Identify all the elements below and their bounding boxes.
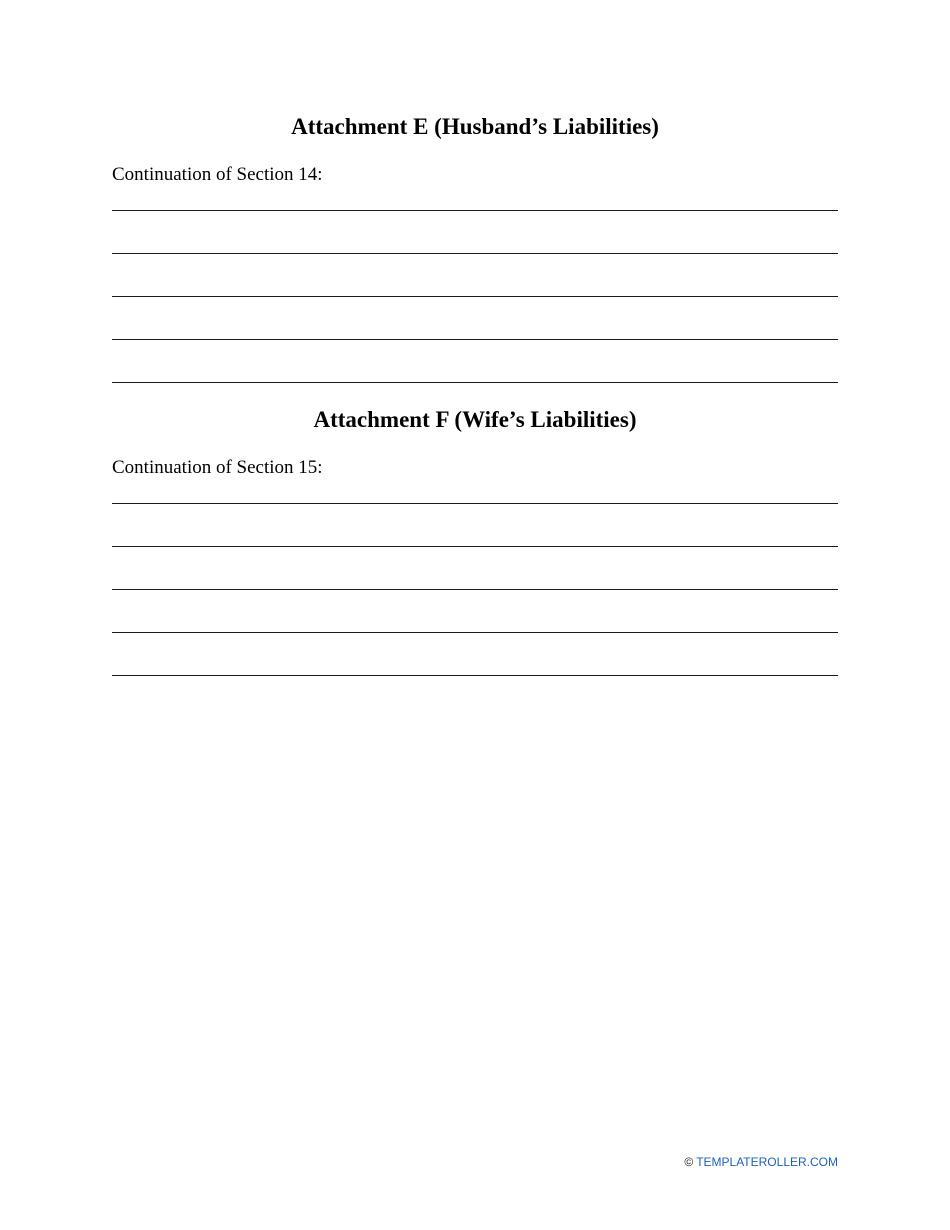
fill-line[interactable] (112, 253, 838, 254)
attachment-e-intro: Continuation of Section 14: (112, 164, 323, 185)
attachment-f-heading: Attachment F (Wife’s Liabilities) (313, 407, 637, 432)
attachment-f-intro: Continuation of Section 15: (112, 457, 323, 478)
attachment-f-section (112, 405, 838, 478)
attachment-e-fill-lines (112, 210, 838, 425)
fill-line[interactable] (112, 675, 838, 676)
copyright-icon: © (684, 1155, 694, 1169)
fill-line[interactable] (112, 339, 838, 340)
footer-credit (684, 1155, 838, 1169)
fill-line[interactable] (112, 503, 838, 504)
fill-line[interactable] (112, 632, 838, 633)
fill-line[interactable] (112, 589, 838, 590)
fill-line[interactable] (112, 296, 838, 297)
attachment-e-section (112, 112, 838, 185)
templateroller-link[interactable]: TEMPLATEROLLER.COM (696, 1155, 838, 1169)
fill-line[interactable] (112, 546, 838, 547)
attachment-f-fill-lines (112, 503, 838, 718)
fill-line[interactable] (112, 210, 838, 211)
attachment-e-heading: Attachment E (Husband’s Liabilities) (291, 114, 659, 139)
fill-line[interactable] (112, 382, 838, 383)
